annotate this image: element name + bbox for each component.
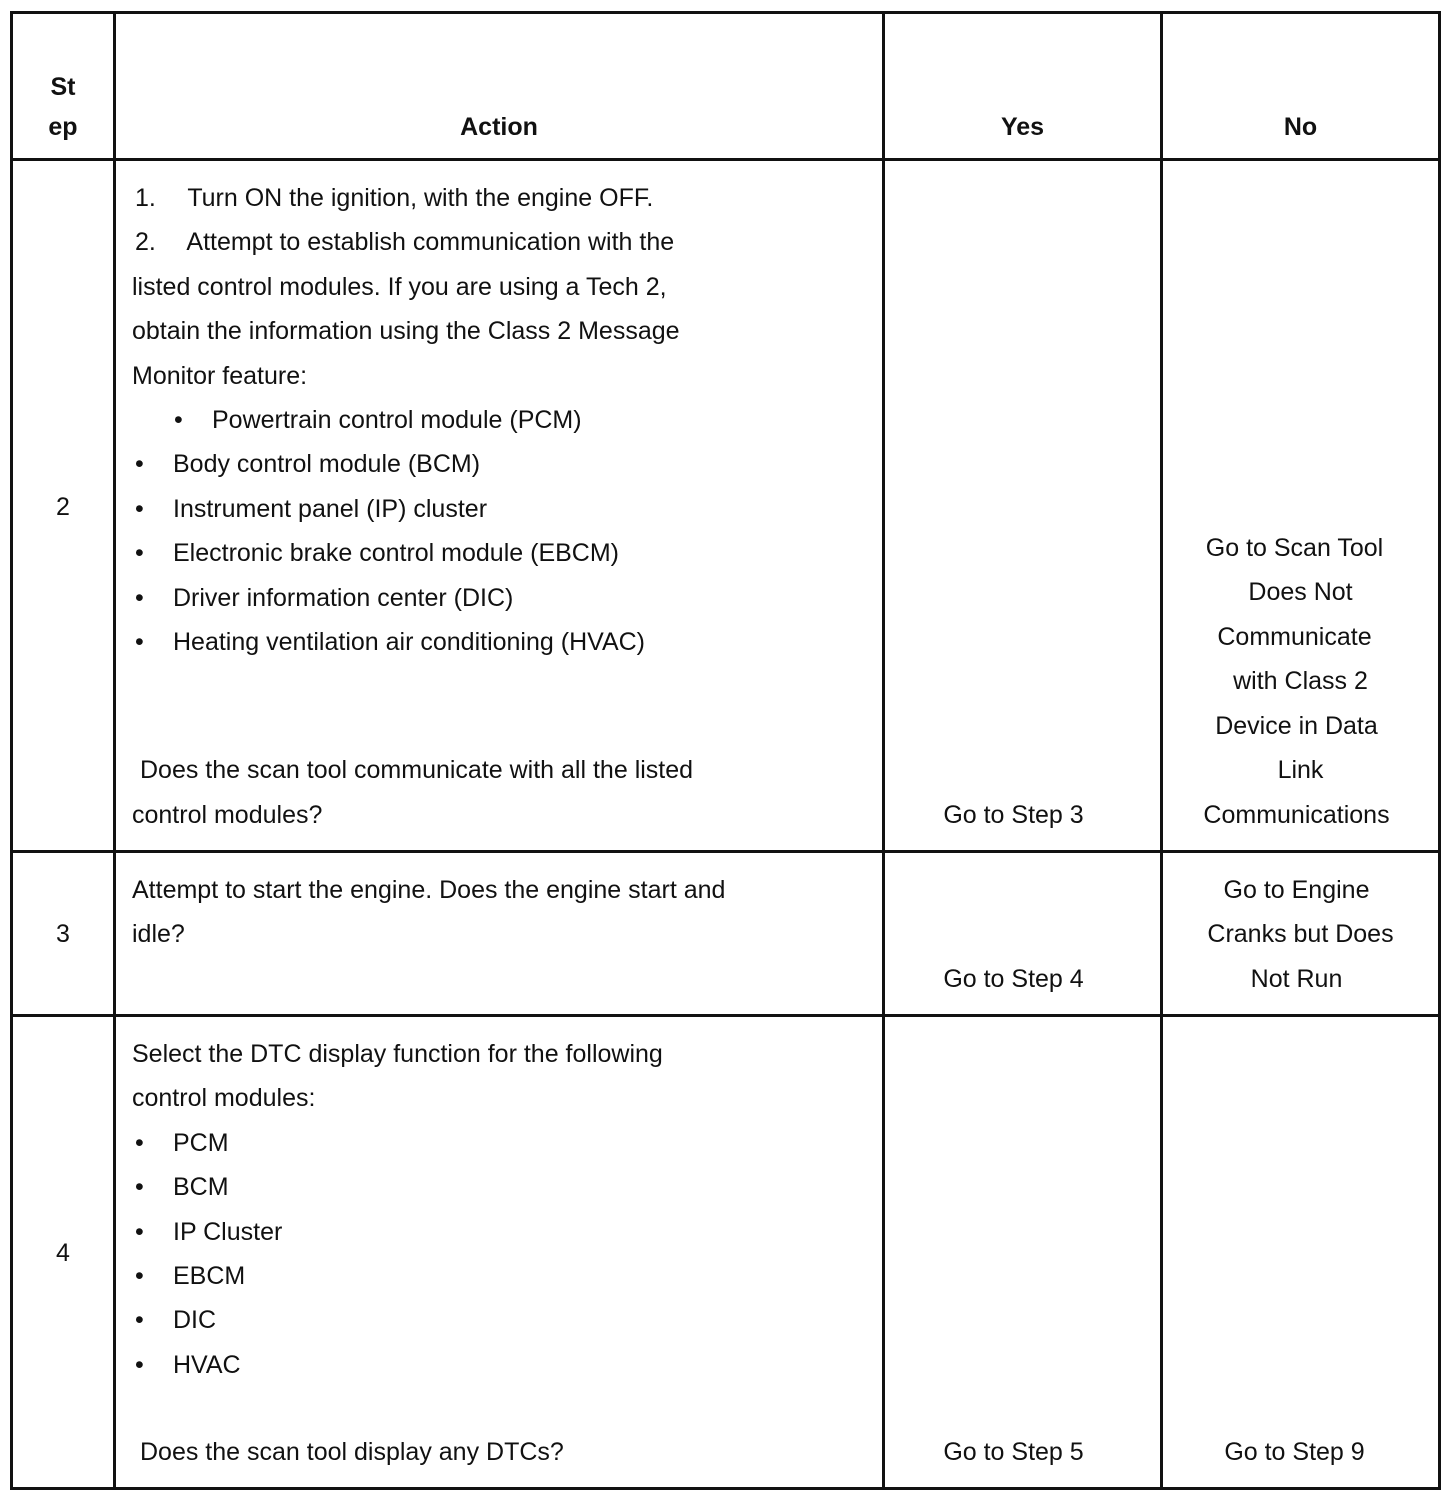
numbered-item (135, 220, 674, 264)
yes-outcome: Go to Step 5 (943, 1438, 1084, 1466)
question-line: Does the scan tool communicate with all the listed (140, 756, 694, 784)
header-action-label: Action (460, 113, 538, 141)
no-outcome: Go to Step 9 (1224, 1438, 1365, 1466)
list-item-text: HVAC (173, 1351, 241, 1379)
yes-cell (884, 160, 1162, 852)
step-cell (12, 852, 115, 1016)
header-step-line2: ep (48, 113, 78, 141)
list-item-text: IP Cluster (173, 1218, 283, 1246)
no-outcome-line: Not Run (1250, 965, 1343, 993)
action-line: control modules: (132, 1084, 316, 1112)
list-item-text: DIC (173, 1306, 217, 1334)
list-item-text: EBCM (173, 1262, 246, 1290)
bullet-icon: • (135, 450, 144, 478)
list-item-text: Electronic brake control module (EBCM) (173, 539, 619, 567)
header-action (115, 13, 884, 160)
paragraph-line: Monitor feature: (132, 362, 308, 390)
bullet-icon: • (135, 628, 144, 656)
list-item-text: PCM (173, 1129, 229, 1157)
no-cell (1162, 1016, 1440, 1489)
bullet-icon: • (135, 1129, 144, 1157)
bullet-icon: • (135, 1218, 144, 1246)
yes-cell (884, 1016, 1162, 1489)
action-cell (115, 160, 884, 852)
table-row (12, 1016, 1440, 1489)
no-outcome-line: Communicate (1217, 623, 1372, 651)
paragraph-line: listed control modules. If you are using a Tech 2, (132, 273, 667, 301)
yes-cell (884, 852, 1162, 1016)
no-outcome-line: Link (1277, 756, 1324, 784)
header-yes (884, 13, 1162, 160)
bullet-icon: • (135, 584, 144, 612)
list-item-text: Driver information center (DIC) (173, 584, 514, 612)
question-line: control modules? (132, 801, 323, 829)
action-line: Attempt to start the engine. Does the engine start and (132, 876, 726, 904)
no-outcome-line: Communications (1203, 801, 1390, 829)
bullet-icon: • (135, 539, 144, 567)
item-text: Attempt to establish communication with the (186, 228, 675, 256)
yes-outcome: Go to Step 3 (943, 801, 1084, 829)
bullet-icon: • (135, 1262, 144, 1290)
no-outcome-line: Cranks but Does (1207, 920, 1394, 948)
item-number: 1. (135, 184, 156, 212)
table-row (12, 852, 1440, 1016)
step-cell (12, 1016, 115, 1489)
no-outcome-line: Go to Engine (1223, 876, 1370, 904)
bullet-icon: • (135, 1306, 144, 1334)
step-cell (12, 160, 115, 852)
item-text: Turn ON the ignition, with the engine OFF. (187, 184, 654, 212)
action-cell (115, 852, 884, 1016)
diagnostic-table (10, 11, 1441, 1490)
yes-outcome: Go to Step 4 (943, 965, 1084, 993)
action-cell (115, 1016, 884, 1489)
list-item-text: BCM (173, 1173, 229, 1201)
action-line: Select the DTC display function for the following (132, 1040, 663, 1068)
no-cell (1162, 160, 1440, 852)
step-number: 4 (56, 1239, 70, 1267)
no-outcome-line: Go to Scan Tool (1205, 534, 1384, 562)
list-item-text: Powertrain control module (PCM) (212, 406, 582, 434)
list-item-text: Body control module (BCM) (173, 450, 481, 478)
list-item-text: Heating ventilation air conditioning (HVAC) (173, 628, 645, 656)
header-yes-label: Yes (1000, 113, 1045, 141)
no-outcome-line: with Class 2 (1233, 667, 1368, 695)
header-row (12, 13, 1440, 160)
item-number: 2. (135, 228, 156, 256)
header-no (1162, 13, 1440, 160)
step-number: 3 (56, 920, 70, 948)
bullet-icon: • (135, 495, 144, 523)
question-line: Does the scan tool display any DTCs? (140, 1438, 564, 1466)
bullet-icon: • (135, 1173, 144, 1201)
bullet-icon: • (135, 1351, 144, 1379)
step-number: 2 (56, 493, 70, 521)
no-outcome-line: Device in Data (1215, 712, 1378, 740)
paragraph-line: obtain the information using the Class 2 Message (132, 317, 680, 345)
header-step-line1: St (50, 73, 76, 101)
table-row (12, 160, 1440, 852)
numbered-item (135, 176, 653, 220)
no-outcome-line: Does Not (1248, 578, 1353, 606)
action-line: idle? (132, 920, 185, 948)
bullet-icon: • (174, 406, 183, 434)
no-cell (1162, 852, 1440, 1016)
list-item-text: Instrument panel (IP) cluster (173, 495, 488, 523)
header-step (12, 13, 115, 160)
action-content (116, 161, 882, 850)
header-no-label: No (1283, 113, 1318, 141)
